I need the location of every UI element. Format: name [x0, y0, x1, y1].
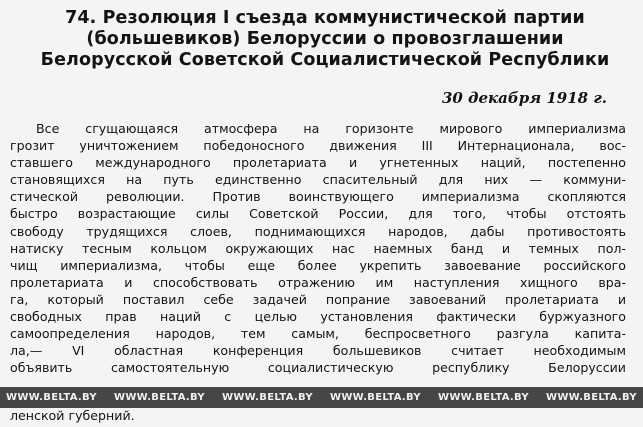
body-line: ла,— VI областная конференция большевиков считает необходимым	[10, 343, 626, 359]
document-heading	[20, 8, 630, 71]
body-line: становящихся на путь единственно спасительный для них — коммуни-	[10, 172, 626, 188]
body-line: ставшего международного пролетариата и угнетенных наций, постепенно	[10, 155, 626, 171]
watermark-text: WWW.BELTA.BY	[6, 392, 97, 403]
body-line: свободу трудящихся слоев, поднимающихся народов, дабы противостоять	[10, 223, 626, 239]
document-body	[10, 120, 626, 376]
body-line: натиску тесным кольцом окружающих нас наемных банд и темных пол-	[10, 240, 626, 256]
watermark-text: WWW.BELTA.BY	[438, 392, 529, 403]
body-line: Все сгущающаяся атмосфера на горизонте мирового империализма	[36, 121, 626, 136]
heading-line: 74. Резолюция I съезда коммунистической партии	[65, 8, 585, 28]
watermark-text: WWW.BELTA.BY	[546, 392, 637, 403]
body-line: самоопределения народов, тем самым, беспросветного разгула капита-	[10, 326, 626, 342]
body-line: объявить самостоятельную социалистическую республику Белоруссии	[10, 360, 626, 376]
body-line: пролетариата и способствовать отражению им наступления хищного вра-	[10, 274, 626, 290]
body-line: га, который поставил себе задачей попрание завоеваний пролетариата и	[10, 291, 626, 307]
heading-line: Белорусской Советской Социалистической Республики	[40, 50, 610, 70]
body-line: грозит уничтожением победоносного движения III Интернационала, вос-	[10, 138, 626, 154]
watermark-text: WWW.BELTA.BY	[114, 392, 205, 403]
watermark-bar	[0, 387, 643, 408]
document-date: 30 декабря 1918 г.	[441, 89, 607, 107]
body-line: чищ империализма, чтобы еще более укрепить завоевание российского	[10, 257, 626, 273]
body-line: стической революции. Против воинствующего империализма скопляются	[10, 189, 626, 205]
watermark-text: WWW.BELTA.BY	[222, 392, 313, 403]
body-line: быстро возрастающие силы Советской России, для того, чтобы отстоять	[10, 206, 626, 222]
body-line: свободных прав наций с целью установления фактически буржуазного	[10, 309, 626, 325]
heading-line: (большевиков) Белоруссии о провозглашении	[86, 29, 564, 49]
watermark-text: WWW.BELTA.BY	[330, 392, 421, 403]
body-last-line: ленской губерний.	[10, 408, 135, 423]
